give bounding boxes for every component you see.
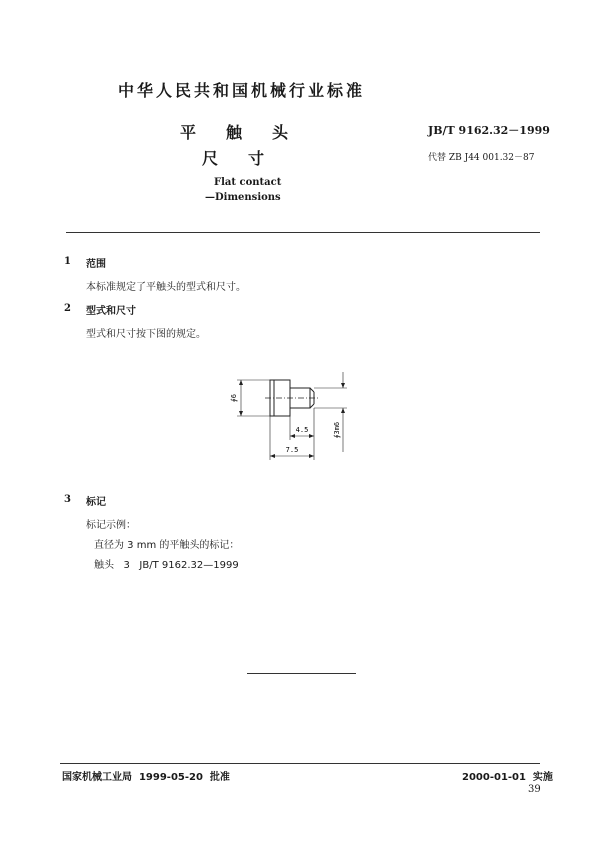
footer-rule (60, 763, 540, 764)
section-paragraph: 标记示例： (86, 520, 136, 531)
page-number: 39 (528, 784, 541, 795)
head-diameter-label: ∮6 (230, 394, 238, 402)
standard-number: JB/T 9162.32－1999 (428, 124, 550, 137)
implementation-date: 2000-01-01 实施 (462, 772, 553, 783)
shank-length-label: 4.5 (295, 426, 309, 434)
section-title: 标记 (86, 497, 106, 508)
section-number: 1 (64, 256, 71, 267)
title-cn-line2 (202, 146, 294, 169)
title-char: 触 (226, 123, 243, 142)
section-title: 范围 (86, 259, 106, 270)
section-number: 2 (64, 303, 71, 314)
shank-diameter-label: ∮3m6 (333, 421, 341, 439)
end-rule (247, 673, 356, 674)
title-char: 尺 (202, 149, 219, 168)
total-length-label: 7.5 (285, 446, 299, 454)
section-title: 型式和尺寸 (86, 306, 136, 317)
header-rule (66, 232, 540, 233)
title-en-line1: Flat contact (214, 177, 282, 188)
section-paragraph: 型式和尺寸按下图的规定。 (86, 329, 206, 340)
title-char: 平 (180, 123, 197, 142)
title-char: 头 (272, 123, 289, 142)
title-char: 寸 (248, 149, 265, 168)
section-paragraph: 本标准规定了平触头的型式和尺寸。 (86, 282, 246, 293)
section-number: 3 (64, 494, 71, 505)
flat-contact-drawing (225, 368, 355, 468)
replaces-standard: 代替 ZB J44 001.32－87 (428, 153, 535, 163)
title-cn-line1 (180, 120, 318, 143)
title-en-line2: —Dimensions (205, 192, 281, 203)
marking-example: 触头 3 JB/T 9162.32—1999 (94, 560, 239, 571)
standard-body-title: 中华人民共和国机械行业标准 (118, 81, 366, 100)
section-paragraph: 直径为 3 mm 的平触头的标记： (94, 540, 240, 551)
approval-info: 国家机械工业局 1999-05-20 批准 (62, 772, 230, 783)
